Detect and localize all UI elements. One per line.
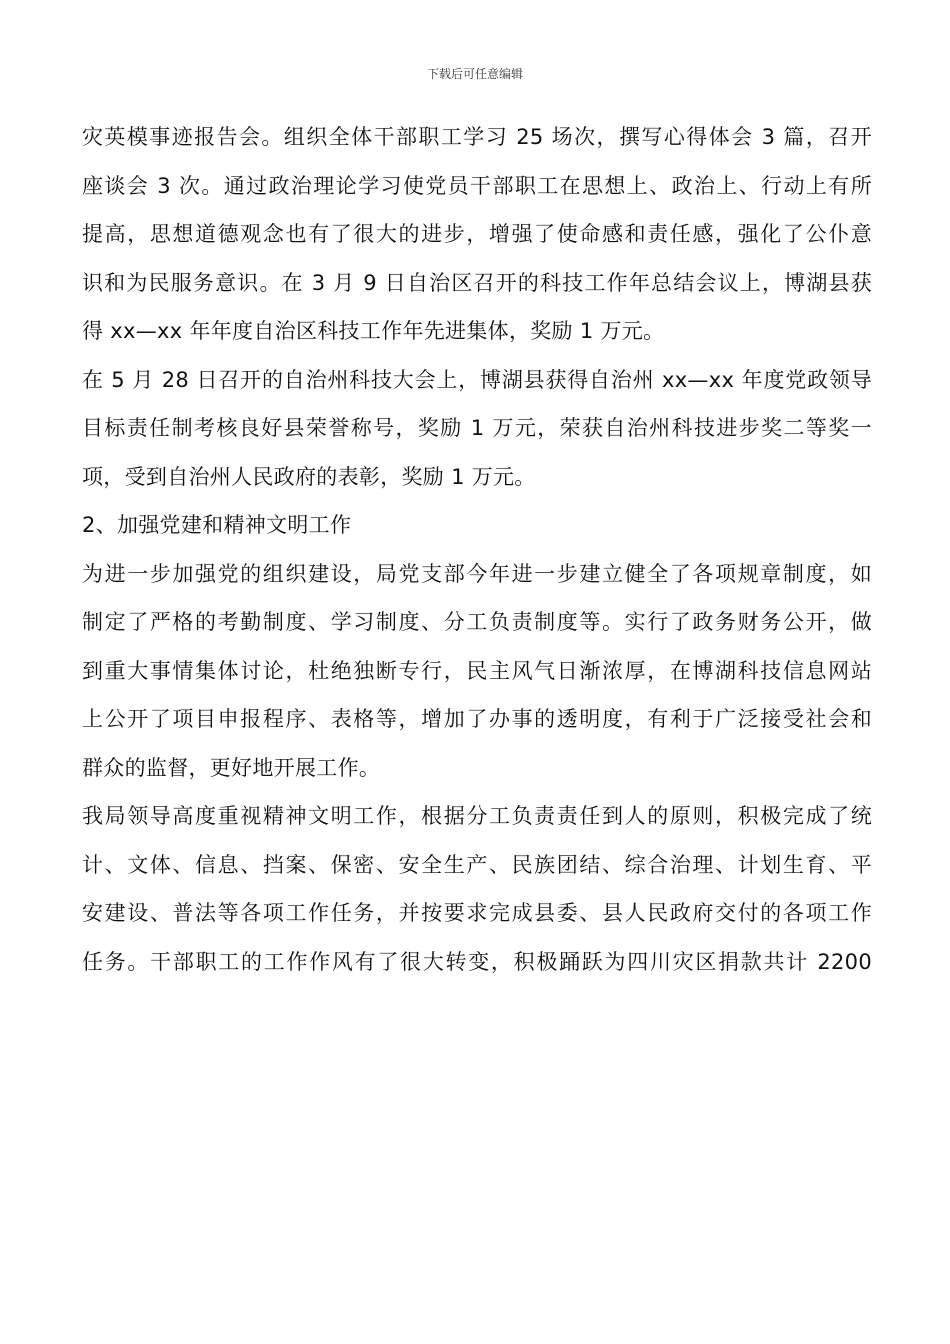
text-line: 为进一步加强党的组织建设，局党支部今年进一步建立健全了各项规章制度，如 — [82, 561, 872, 586]
page-header: 下载后可任意编辑 — [426, 67, 523, 81]
text-line: 上公开了项目申报程序、表格等，增加了办事的透明度，有利于广泛接受社会和 — [82, 707, 872, 731]
text-line: 目标责任制考核良好县荣誉称号，奖励 1 万元，荣获自治州科技进步奖二等奖一 — [82, 416, 872, 440]
section-heading: 2、加强党建和精神文明工作 — [82, 513, 352, 537]
text-line: 识和为民服务意识。在 3 月 9 日自治区召开的科技工作年总结会议上，博湖县获 — [82, 270, 872, 295]
paragraph-3 — [82, 550, 872, 793]
text-line: 灾英模事迹报告会。组织全体干部职工学习 25 场次，撰写心得体会 3 篇，召开 — [82, 125, 872, 149]
text-line: 制定了严格的考勤制度、学习制度、分工负责制度等。实行了政务财务公开，做 — [82, 610, 872, 634]
text-line: 到重大事情集体讨论，杜绝独断专行，民主风气日渐浓厚，在博湖科技信息网站 — [82, 658, 872, 683]
paragraph-4 — [82, 792, 872, 986]
text-line: 提高，思想道德观念也有了很大的进步，增强了使命感和责任感，强化了公仆意 — [82, 222, 872, 246]
text-line: 计、文体、信息、挡案、保密、安全生产、民族团结、综合治理、计划生育、平 — [82, 852, 872, 877]
document-body — [82, 113, 872, 986]
paragraph-2 — [82, 356, 872, 502]
text-line: 座谈会 3 次。通过政治理论学习使党员干部职工在思想上、政治上、行动上有所 — [82, 173, 872, 198]
text-line: 安建设、普法等各项工作任务，并按要求完成县委、县人民政府交付的各项工作 — [82, 901, 872, 925]
paragraph-1 — [82, 113, 872, 356]
text-line: 任务。干部职工的工作作风有了很大转变，积极踊跃为四川灾区捐款共计 2200 — [82, 949, 872, 974]
text-line: 得 xx—xx 年年度自治区科技工作年先进集体，奖励 1 万元。 — [82, 319, 665, 343]
text-line: 我局领导高度重视精神文明工作，根据分工负责责任到人的原则，积极完成了统 — [82, 804, 872, 828]
text-line: 在 5 月 28 日召开的自治州科技大会上，博湖县获得自治州 xx—xx 年度党政领导 — [82, 367, 872, 392]
text-line: 群众的监督，更好地开展工作。 — [82, 755, 381, 780]
text-line: 项，受到自治州人民政府的表彰，奖励 1 万元。 — [82, 464, 536, 489]
